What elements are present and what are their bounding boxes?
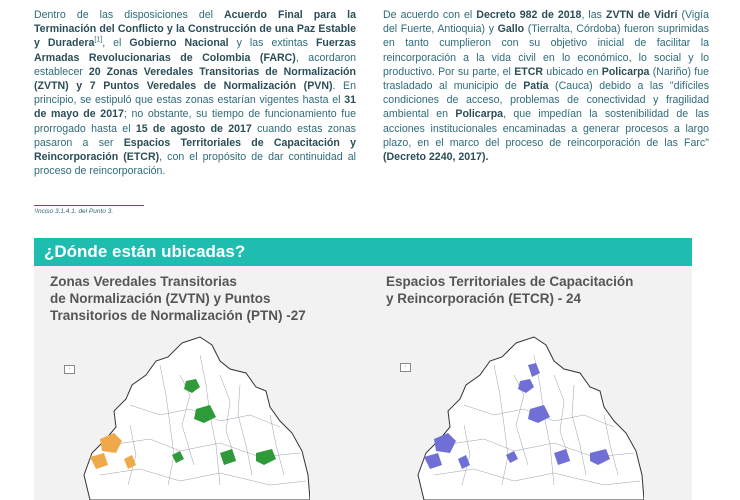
text-run: , el bbox=[102, 37, 130, 50]
map-title-etcr bbox=[386, 273, 686, 307]
title-line: Zonas Veredales Transitorias bbox=[50, 274, 237, 289]
text-run: ubicado en bbox=[543, 65, 602, 78]
map-title-zvtn bbox=[50, 273, 350, 324]
text-run: De acuerdo con el bbox=[383, 9, 477, 21]
bold-run: ZVTN de Vidrí bbox=[606, 9, 678, 21]
text-run: (Tierralta, Córdoba) fueron suprimidas en tanto cumplieron con su objetivo inicial de facilitar la reincorporación a la vida civil en lo económico, lo social y lo productivo. Por su parte, el bbox=[383, 23, 709, 78]
text-run: , acordaron establecer bbox=[34, 51, 357, 78]
bold-run: Gobierno Nacional bbox=[129, 37, 229, 50]
bold-run: ETCR bbox=[514, 65, 544, 78]
text-run: (Vigía del Fuerte, Antioquia) y bbox=[383, 9, 709, 36]
bold-run: Policarpa bbox=[455, 108, 504, 121]
footnote-divider bbox=[34, 205, 144, 206]
text-run: , que impedían la sostenibilidad de las acciones institucionales encaminadas a generar procesos a largo plazo, en el marco del proceso de reincorporación de las Farc" bbox=[383, 108, 709, 149]
bold-run: Gallo bbox=[497, 23, 525, 36]
title-line: Espacios Territoriales de Capacitación bbox=[386, 274, 634, 289]
title-line: y Reincorporación (ETCR) - 24 bbox=[386, 291, 582, 306]
bold-run: Policarpa bbox=[601, 65, 650, 78]
bold-run: 31 de mayo de 2017 bbox=[34, 94, 356, 121]
bold-run: 15 de agosto de 2017 bbox=[135, 122, 252, 135]
text-run: , las bbox=[581, 9, 607, 21]
section-banner: ¿Dónde están ubicadas? bbox=[34, 238, 692, 266]
bold-run: (Decreto 2240, 2017). bbox=[383, 151, 489, 164]
text-run: (Cauca) debido a las "difíciles condiciones de acceso, problemas de conectividad y fragilidad ambiental en bbox=[383, 80, 709, 121]
title-line: Transitorios de Normalización (PTN) -27 bbox=[50, 308, 306, 323]
footnote-marker: [1] bbox=[94, 36, 103, 44]
map-inset-icon: ▫ bbox=[400, 363, 411, 372]
title-line: de Normalización (ZVTN) y Puntos bbox=[50, 291, 271, 306]
text-run: ; no obstante, su tiempo de funcionamiento fue prorrogado hasta el bbox=[34, 108, 357, 135]
colombia-map-etcr bbox=[404, 335, 644, 500]
agreement-name: Acuerdo Final para la Terminación del Conflicto y la Construcción de una Paz Estable y Duradera bbox=[34, 9, 357, 50]
bold-run: Decreto 982 de 2018 bbox=[476, 9, 582, 21]
bold-run: Espacios Territoriales de Capacitación y Reincorporación (ETCR) bbox=[34, 136, 356, 164]
left-text-column bbox=[34, 8, 356, 178]
text-run: (Nariño) fue trasladado al municipio de bbox=[383, 65, 709, 93]
bold-run: 20 Zonas Veredales Transitorias de Normalización (ZVTN) y 7 Puntos Veredales de Normalización (PVN) bbox=[34, 65, 357, 93]
text-run: y las extintas bbox=[228, 37, 316, 50]
right-text-column bbox=[383, 8, 709, 164]
bold-run: Patía bbox=[523, 80, 549, 93]
text-run: , con el propósito de dar continuidad al proceso de reincorporación. bbox=[34, 151, 356, 178]
text-run: . En principio, se estipuló que estas zonas estarían vigentes hasta el bbox=[34, 80, 356, 107]
text-run: cuando estas zonas pasaron a ser bbox=[34, 122, 356, 149]
colombia-map-zvtn bbox=[70, 335, 310, 500]
text-run: Dentro de las disposiciones del bbox=[34, 9, 225, 21]
footnote: ¹Inciso 3.1.4.1. del Punto 3. bbox=[34, 208, 114, 215]
map-inset-icon: ▫ bbox=[64, 365, 75, 374]
bold-run: Fuerzas Armadas Revolucionarias de Colombia (FARC) bbox=[34, 37, 356, 64]
